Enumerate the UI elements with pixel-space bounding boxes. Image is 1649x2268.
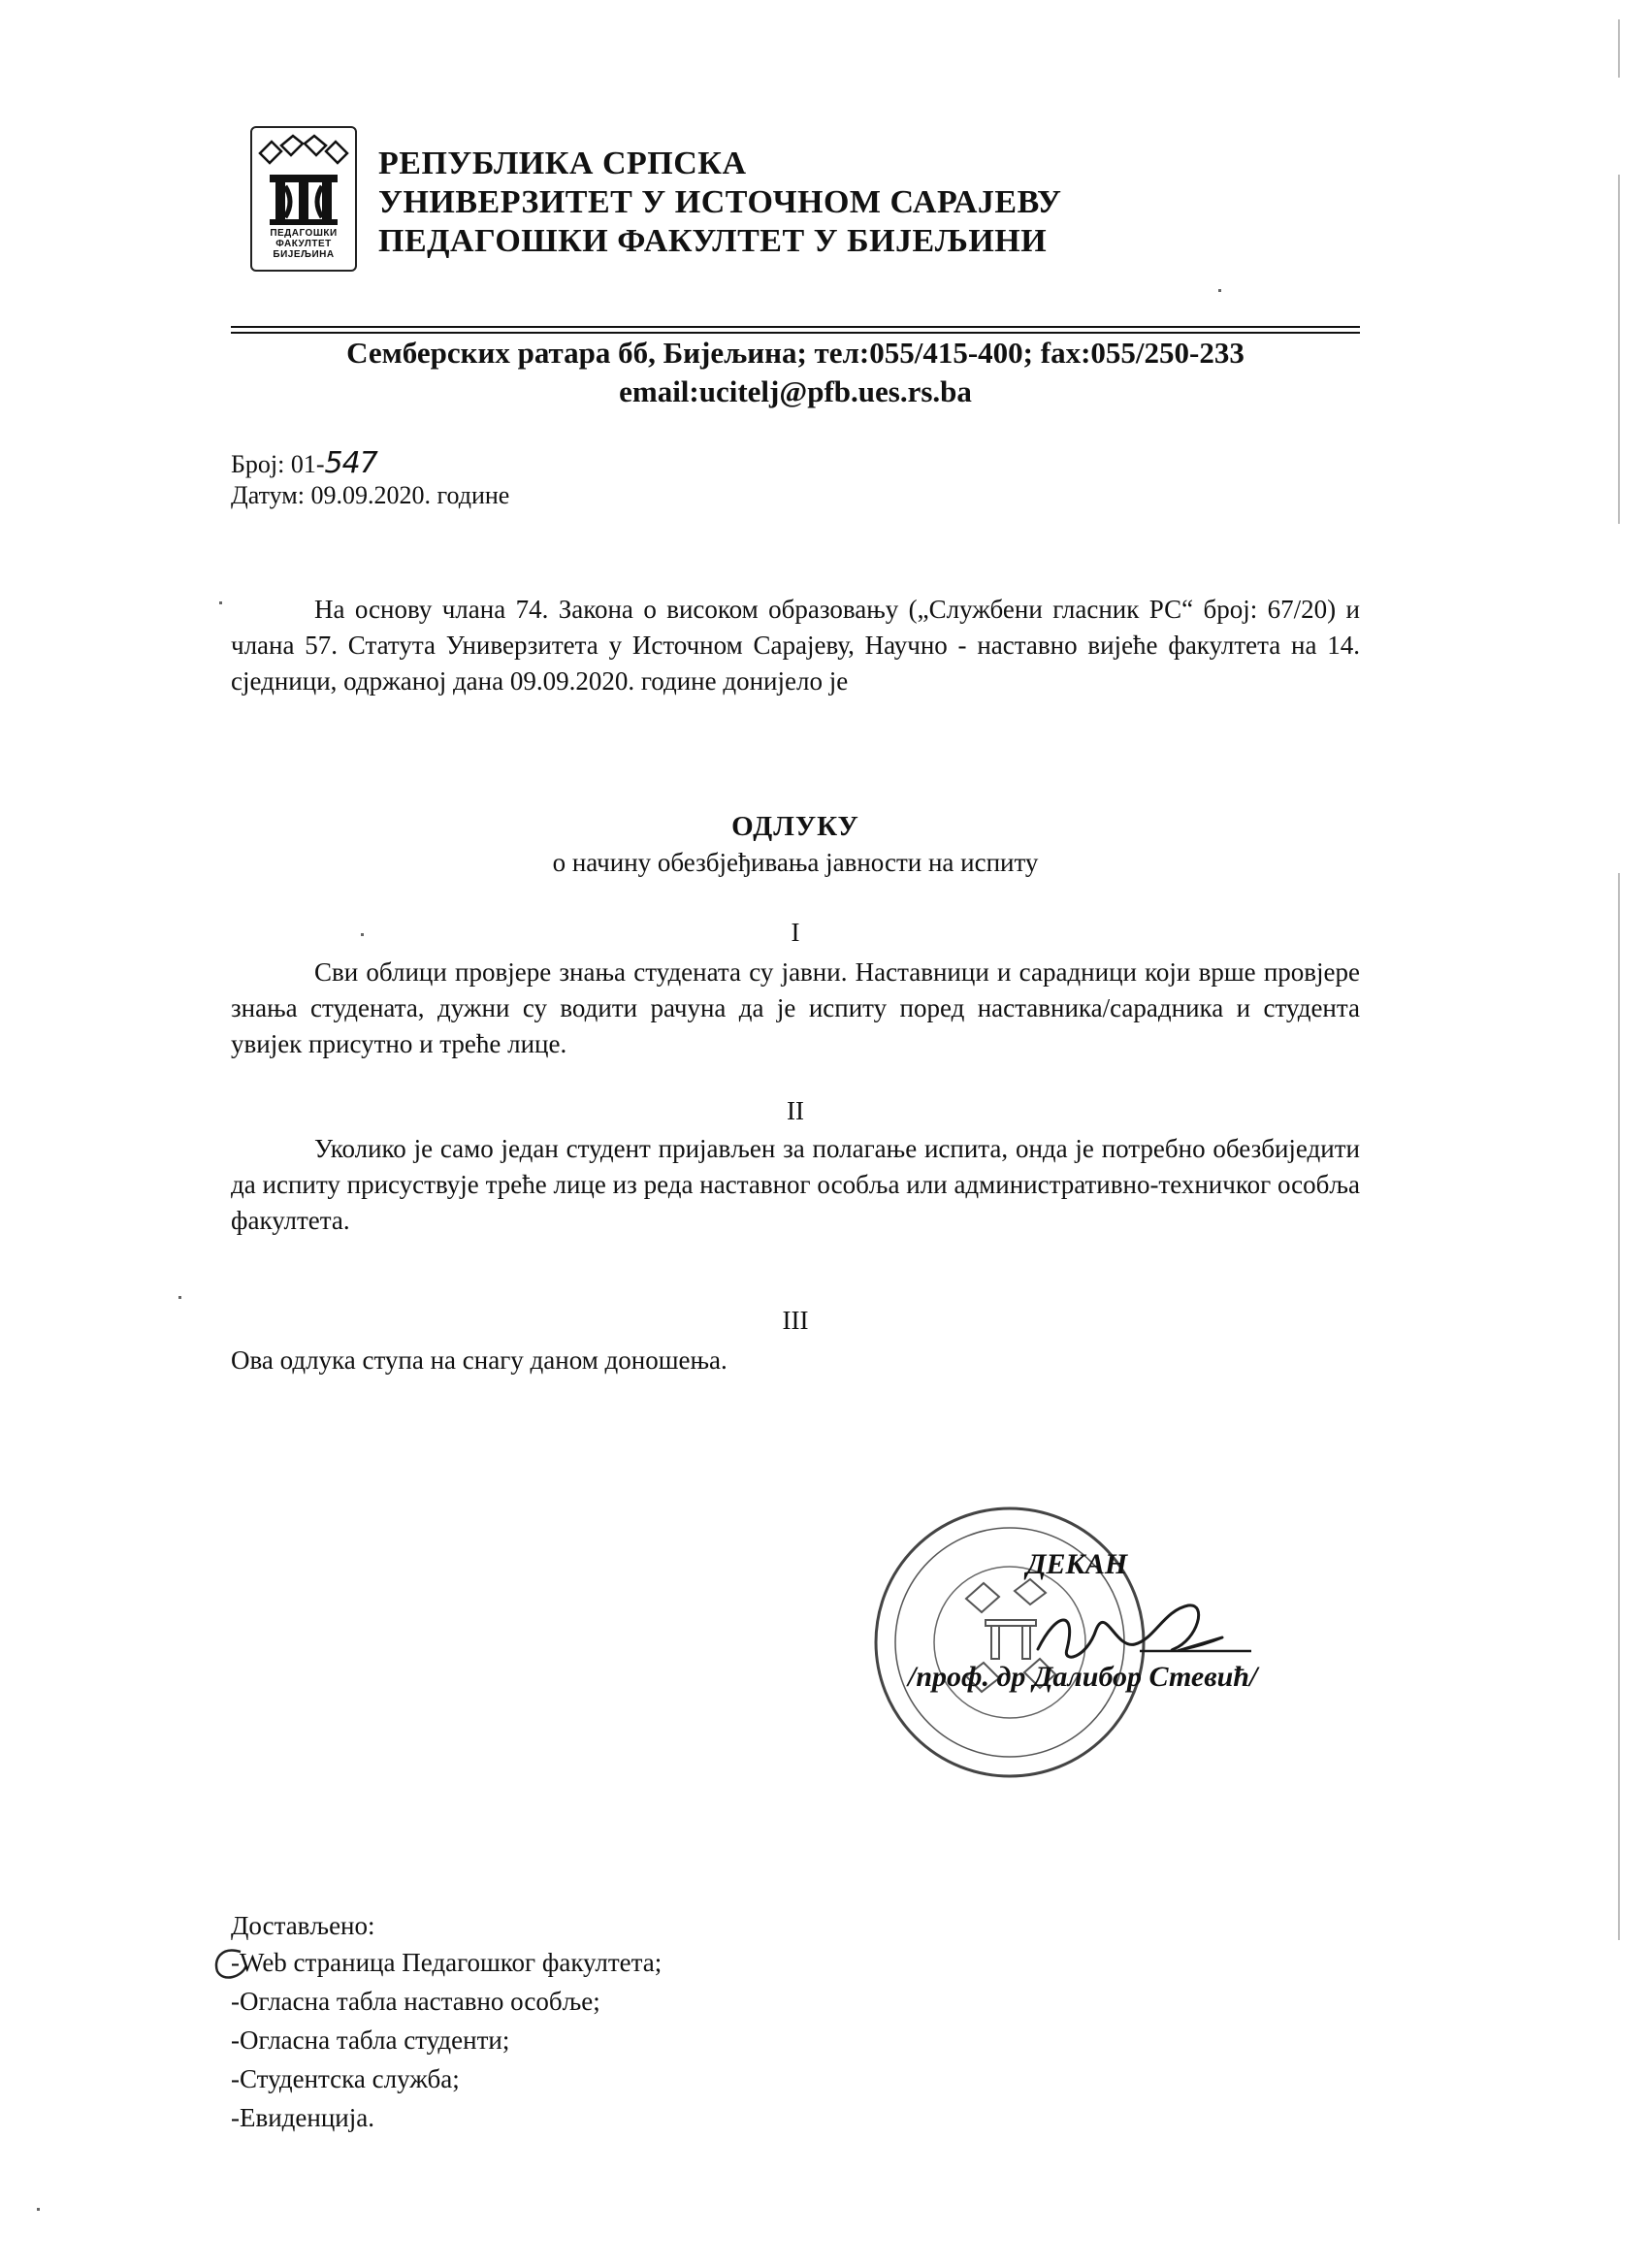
scan-edge-mark [1618, 873, 1620, 1940]
delivered-item: -Огласна табла студенти; [231, 2025, 510, 2055]
scan-dot [1218, 289, 1221, 292]
delivered-item: -Огласна табла наставно особље; [231, 1987, 600, 2016]
reference-number-handwritten: 547 [324, 446, 377, 480]
scan-edge-mark [1618, 19, 1620, 78]
article-text-3: Ова одлука ступа на снагу даном доношења. [231, 1345, 728, 1375]
decision-subtitle: о начину обезбјеђивања јавности на испиту [552, 848, 1039, 877]
delivered-label: Достављено: [231, 1911, 375, 1940]
scan-dot [361, 933, 364, 936]
header-rule-bottom [231, 332, 1360, 334]
header-faculty: ПЕДАГОШКИ ФАКУЛТЕТ У БИЈЕЉИНИ [378, 223, 1048, 259]
article-text-2: Уколико је само један студент пријављен за полагање испита, онда је потребно обезбиједити да испиту присуствује треће лице из реда наставног особља или административно-техничког особља факултета. [231, 1134, 1360, 1235]
scan-edge-mark [1618, 175, 1620, 524]
header-republic: РЕПУБЛИКА СРПСКА [378, 146, 747, 181]
contact-address: Семберских ратара бб, Бијељина; тел:055/415-400; fax:055/250-233 [346, 336, 1245, 370]
logo-books-icon [252, 132, 355, 229]
article-numeral-2: II [787, 1096, 804, 1125]
signature-name: /проф. др Далибор Стевић/ [908, 1661, 1258, 1693]
article-numeral-3: III [782, 1306, 809, 1335]
preamble-text: На основу члана 74. Закона о високом образовању („Службени гласник РС“ број: 67/20) и члана 57. Статута Универзитета у Источном Сарајеву, Научно - наставно вијеће факултета на 14. сједници, одржаној дана 09.09.2020. године донијело је [231, 595, 1360, 696]
article-numeral-1: I [791, 918, 800, 947]
logo-text-line: ФАКУЛТЕТ [275, 239, 332, 249]
reference-date: Датум: 09.09.2020. године [231, 481, 510, 509]
article-paragraph-1 [231, 955, 1360, 1062]
article-text-1: Сви облици провјере знања студената су јавни. Наставници и сарадници који врше провјере знања студената, дужни су водити рачуна да је испиту поред наставника/сарадника и студента увијек присутно и треће лице. [231, 957, 1360, 1058]
scan-dot [219, 601, 222, 604]
reference-number-label: Број: 01- [231, 450, 325, 478]
logo-text [252, 228, 355, 260]
article-paragraph-2 [231, 1131, 1360, 1239]
header-university: УНИВЕРЗИТЕТ У ИСТОЧНОМ САРАЈЕВУ [378, 184, 1062, 220]
scan-dot [37, 2208, 40, 2211]
signature-role: ДЕКАН [1026, 1548, 1128, 1580]
faculty-logo [250, 126, 357, 272]
scan-dot [178, 1296, 181, 1299]
delivered-item: -Евиденција. [231, 2103, 374, 2132]
article-paragraph-3 [231, 1343, 1360, 1378]
delivered-item: -Web страница Педагошког факултета; [231, 1948, 663, 1977]
contact-email: email:ucitelj@pfb.ues.rs.ba [619, 374, 972, 408]
reference-number [231, 446, 377, 480]
preamble-paragraph [231, 592, 1360, 699]
delivered-item: -Студентска служба; [231, 2064, 460, 2093]
decision-title: ОДЛУКУ [731, 811, 859, 842]
logo-text-line: БИЈЕЉИНА [273, 249, 335, 260]
logo-text-line: ПЕДАГОШКИ [270, 228, 338, 239]
header-rule-top [231, 326, 1360, 328]
